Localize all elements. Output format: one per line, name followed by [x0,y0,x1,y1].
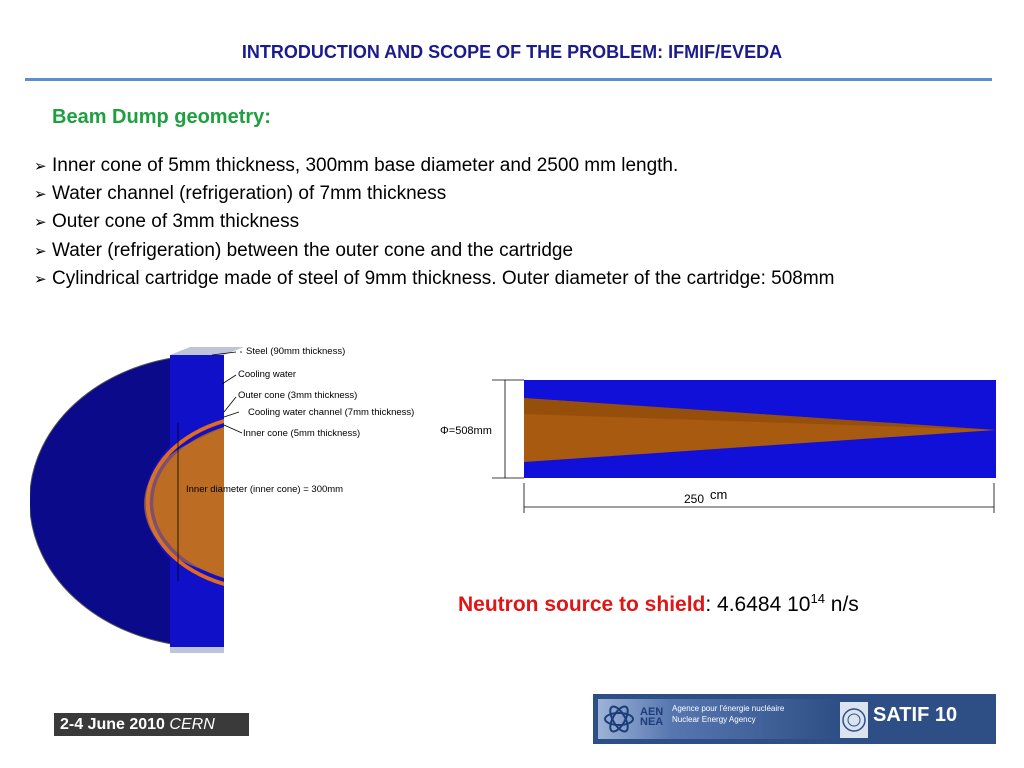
length-unit: cm [710,487,728,502]
steel-label: Steel (90mm thickness) [246,346,346,357]
leader-line [224,397,236,412]
leader-line [224,425,242,433]
cern-logo-icon [840,702,868,738]
arrow-bullet-icon: ➢ [34,242,47,260]
beam-dump-side-view-figure [430,368,1000,520]
agency-name-en: Nuclear Energy Agency [672,715,756,724]
bullet-list [34,152,835,293]
arrow-bullet-icon: ➢ [34,270,47,288]
diameter-label: Φ=508mm [440,425,492,437]
conference-name: SATIF 10 [873,704,958,726]
neutron-source-value: : 4.6484 10 [705,593,811,616]
nea-logo-icon [602,703,636,735]
neutron-source-line [458,591,859,617]
section-heading: Beam Dump geometry: [52,106,271,128]
cooling-water-label: Cooling water [238,369,297,380]
outer-cone-label: Outer cone (3mm thickness) [238,390,358,401]
neutron-source-exponent: 14 [810,591,825,606]
nea-acronym: NEA [640,716,664,728]
beam-dump-cross-section-figure [30,335,450,655]
arrow-bullet-icon: ➢ [34,214,47,232]
bullet-item: ➢ Inner cone of 5mm thickness, 300mm base diameter and 2500 mm length. [34,152,835,180]
steel-bottom-edge-shape [170,647,224,653]
bullet-item: ➢ Outer cone of 3mm thickness [34,208,835,236]
title-divider [25,78,992,81]
bullet-item: ➢ Water (refrigeration) between the outer cone and the cartridge [34,237,835,265]
leader-line [222,375,236,384]
steel-top-edge-shape [170,347,244,355]
aen-acronym: AEN [640,706,664,718]
neutron-source-unit: n/s [824,593,859,616]
slide-title: INTRODUCTION AND SCOPE OF THE PROBLEM: IFMIF/EVEDA [241,42,783,62]
inner-cone-label: Inner cone (5mm thickness) [243,428,361,439]
cooling-channel-label: Cooling water channel (7mm thickness) [248,407,415,418]
bullet-item: ➢ Water channel (refrigeration) of 7mm thickness [34,180,835,208]
bullet-item: ➢ Cylindrical cartridge made of steel of 9mm thickness. Outer diameter of the cartridge: 508mm [34,265,835,293]
leader-line [224,412,239,417]
arrow-bullet-icon: ➢ [34,186,47,204]
inner-diameter-label: Inner diameter (inner cone) = 300mm [186,484,344,495]
agency-name-fr: Agence pour l'énergie nucléaire [672,704,785,713]
footer-date-banner: 2-4 June 2010 CERN [54,713,249,736]
neutron-source-label: Neutron source to shield [458,593,706,616]
length-value: 250 [684,492,705,506]
arrow-bullet-icon: ➢ [34,158,47,175]
